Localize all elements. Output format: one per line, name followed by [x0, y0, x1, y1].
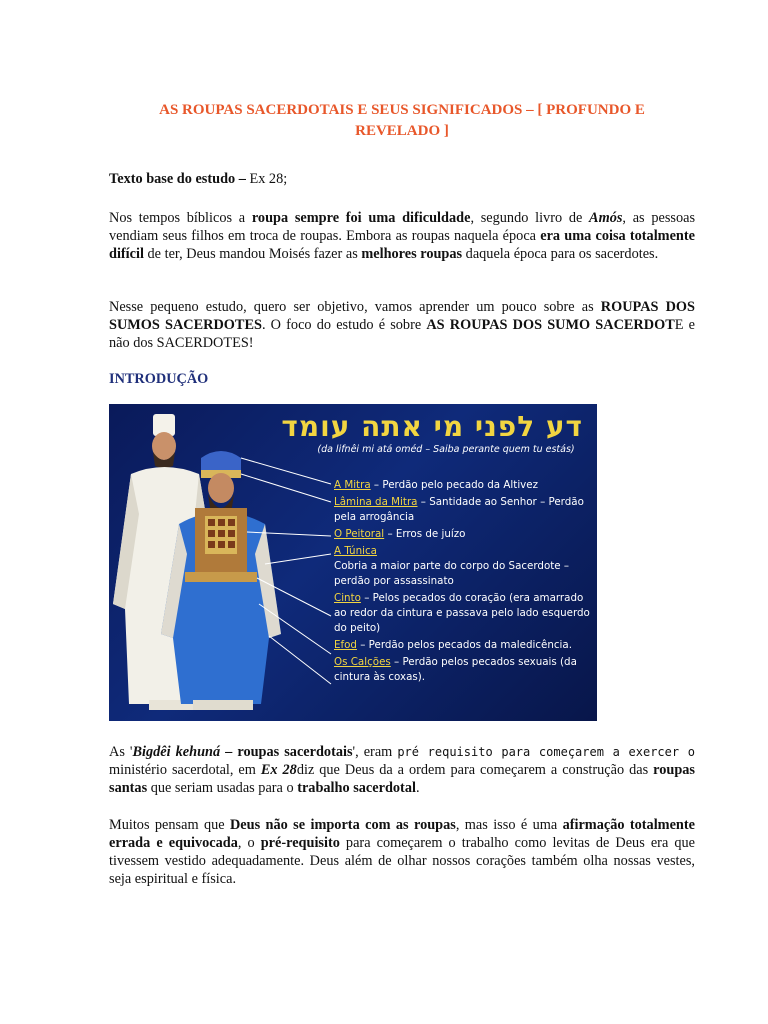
text-run-bold: Deus não se importa com as roupas [229, 817, 456, 833]
legend-item-lamina [334, 495, 592, 525]
text-run: , segundo livro de [470, 210, 590, 226]
transliteration-caption: (da lifnêi mi atá oméd – Saiba perante quem tu estás) [317, 444, 575, 455]
text-run-bold: era uma coisa totalmente difícil [109, 228, 695, 262]
text-run: As ' [109, 744, 133, 760]
text-run-bold: AS ROUPAS DOS SUMO SACERDOT [426, 317, 675, 333]
paragraph-roupas-dificuldade [109, 209, 695, 263]
text-run: que seriam usadas para o [147, 780, 298, 796]
paragraph-objetivo [109, 298, 695, 352]
text-run: , o [237, 835, 261, 851]
text-run: E e não dos SACERDOTES! [109, 317, 695, 351]
text-run: Muitos pensam que [109, 817, 230, 833]
garment-legend [334, 478, 592, 685]
legend-item-efod [334, 638, 592, 653]
text-run: ', eram [352, 744, 398, 760]
text-run: . [415, 780, 420, 796]
document-title: AS ROUPAS SACERDOTAIS E SEUS SIGNIFICADOS – [ PROFUNDO E REVELADO ] [159, 102, 645, 139]
text-run-bold: trabalho sacerdotal [297, 780, 416, 796]
text-run: . O foco do estudo é sobre [261, 317, 427, 333]
text-run-bold: pré-requisito [260, 835, 340, 851]
legend-desc: – Perdão pelo pecado da Altivez [370, 479, 539, 491]
section-heading-introducao: INTRODUÇÃO [109, 371, 209, 387]
legend-term: Efod [334, 639, 357, 651]
text-run-bold: roupa sempre foi uma dificuldade [251, 210, 471, 226]
legend-item-tunica-desc [334, 559, 592, 589]
priest-garments-figure [109, 404, 597, 721]
text-run: para começarem o trabalho como levitas de Deus era que tivessem vestido adequadamente. Deus além de olhar nossos corações também olha nossas vestes, seja espiritual e física. [109, 835, 695, 887]
text-run-bold-italic: Bigdêi kehuná [132, 744, 221, 760]
text-run: diz que Deus da a ordem para começarem a construção das [296, 762, 654, 778]
text-run-bold-italic: Ex 28 [260, 762, 297, 778]
text-run: Nesse pequeno estudo, quero ser objetivo, vamos aprender um pouco sobre as [109, 299, 601, 315]
paragraph-deus-roupas [109, 816, 695, 888]
legend-item-mitra [334, 478, 592, 493]
base-text-line [109, 170, 695, 188]
paragraph-bigdei-kehuna [109, 743, 695, 797]
legend-desc: – Perdão pelos pecados sexuais (da cintura às coxas). [334, 656, 577, 683]
hebrew-heading: דע לפני מי אתה עומד [281, 410, 583, 443]
text-run-bold: afirmação totalmente errada e equivocada [109, 817, 695, 851]
legend-term: Os Calções [334, 656, 391, 668]
legend-item-peitoral [334, 527, 592, 542]
text-run-bold: – roupas sacerdotais [220, 744, 353, 760]
text-run-bold-italic: Amós [589, 210, 623, 226]
legend-item-calcoes [334, 655, 592, 685]
text-run: Nos tempos bíblicos a [109, 210, 252, 226]
text-run: , mas isso é uma [455, 817, 563, 833]
text-run: , as pessoas vendiam seus filhos em troca de roupas. Embora as roupas naquela época [109, 210, 696, 244]
legend-desc: – Perdão pelos pecados da maledicência. [356, 639, 572, 651]
legend-desc: – Santidade ao Senhor – Perdão pela arrogância [334, 496, 584, 523]
text-run: de ter, Deus mandou Moisés fazer as [143, 246, 362, 262]
base-text-label: Texto base do estudo – [109, 171, 246, 187]
text-run-bold: melhores roupas [361, 246, 463, 262]
text-run: ministério sacerdotal, em [109, 762, 261, 778]
legend-desc: Cobria a maior parte do corpo do Sacerdote – perdão por assassinato [334, 560, 570, 587]
legend-desc: – Pelos pecados do coração (era amarrado ao redor da cintura e passava pelo lado esquerdo do peito) [334, 592, 590, 634]
legend-term: A Mitra [334, 479, 371, 491]
text-run-mono: pré requisito para começarem a exercer o [397, 745, 696, 759]
base-text-reference: Ex 28; [245, 171, 288, 187]
legend-term: O Peitoral [334, 528, 385, 540]
legend-desc: – Erros de juízo [384, 528, 466, 540]
legend-item-cinto [334, 591, 592, 636]
legend-term: Cinto [334, 592, 361, 604]
legend-term: Lâmina da Mitra [334, 496, 418, 508]
text-run: daquela época para os sacerdotes. [462, 246, 659, 262]
legend-item-tunica [334, 544, 592, 559]
text-run-bold: roupas santas [109, 762, 695, 796]
legend-term: A Túnica [334, 545, 377, 557]
text-run-bold: ROUPAS DOS SUMOS SACERDOTES [109, 299, 695, 333]
